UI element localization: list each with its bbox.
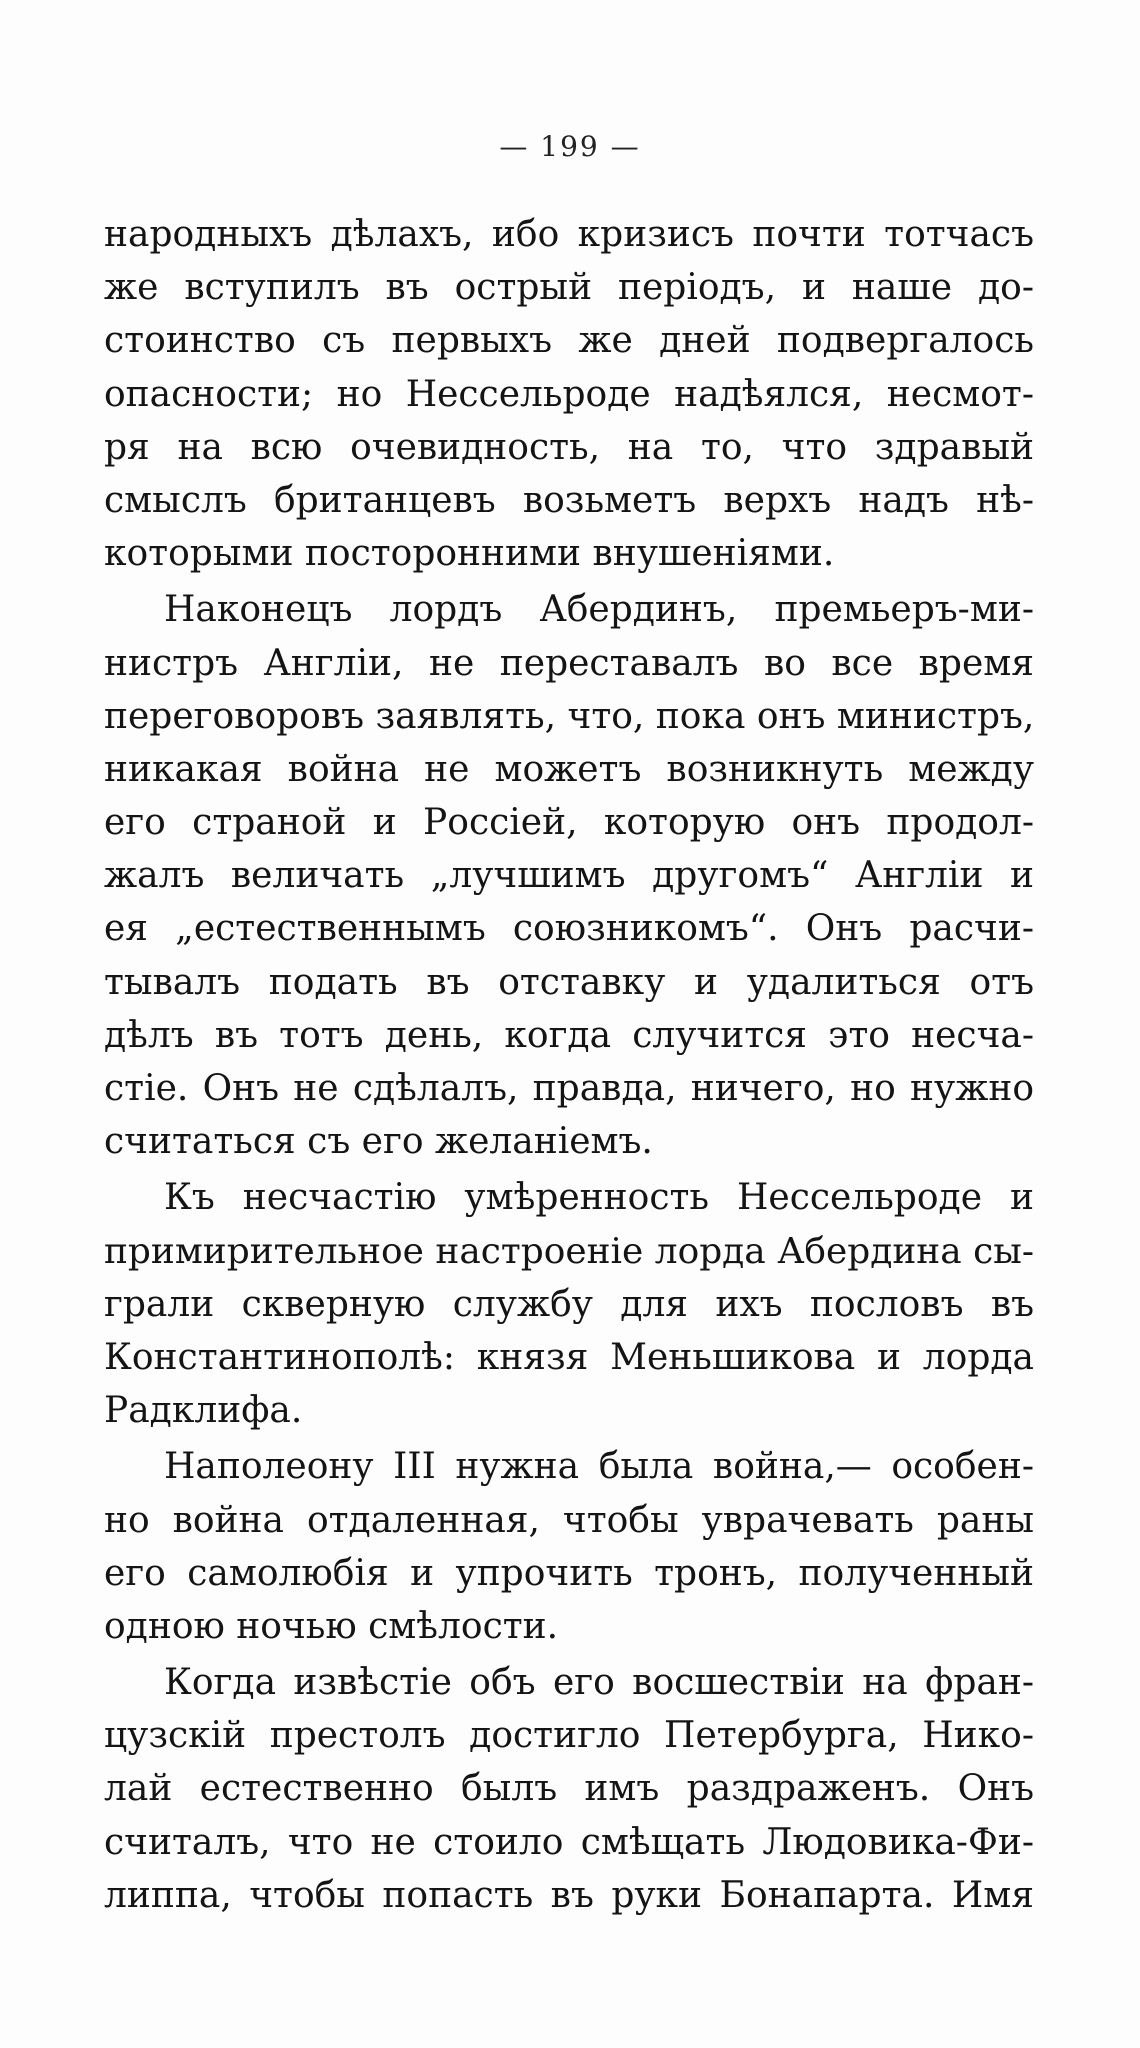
paragraph-4 bbox=[104, 1440, 1034, 1653]
text-line: липпа, чтобы попасть въ руки Бонапарта. Имя bbox=[104, 1874, 1034, 1916]
text-line: его самолюбія и упрочить тронъ, полученный bbox=[104, 1552, 1034, 1594]
text-line: ря на всю очевидность, на то, что здравый bbox=[104, 426, 1034, 468]
text-line: жалъ величать „лучшимъ другомъ“ Англіи и bbox=[104, 855, 1034, 897]
text-line: смыслъ британцевъ возьметъ верхъ надъ нѣ- bbox=[104, 479, 1034, 521]
text-line: Наконецъ лордъ Абердинъ, премьеръ-ми- bbox=[164, 589, 1034, 631]
text-line: Радклифа. bbox=[104, 1390, 303, 1432]
text-line: никакая война не можетъ возникнуть между bbox=[104, 748, 1034, 790]
text-line: одною ночью смѣлости. bbox=[104, 1605, 559, 1647]
text-line: но война отдаленная, чтобы уврачевать раны bbox=[104, 1499, 1034, 1541]
text-line: тывалъ подать въ отставку и удалиться отъ bbox=[104, 961, 1034, 1003]
text-line: стіе. Онъ не сдѣлалъ, правда, ничего, но нужно bbox=[104, 1068, 1034, 1109]
text-line: дѣлъ въ тотъ день, когда случится это несча- bbox=[104, 1014, 1034, 1056]
text-line: переговоровъ заявлять, что, пока онъ министръ, bbox=[104, 695, 1035, 737]
paragraph-3 bbox=[104, 1171, 1034, 1437]
page-number: — 199 — bbox=[499, 130, 641, 163]
text-line: ея „естественнымъ союзникомъ“. Онъ расчи- bbox=[104, 908, 1034, 950]
text-line: грали скверную службу для ихъ пословъ въ bbox=[104, 1283, 1034, 1325]
text-line: цузскій престолъ достигло Петербурга, Нико- bbox=[104, 1715, 1034, 1757]
text-line: считаться съ его желаніемъ. bbox=[104, 1121, 653, 1163]
text-line: же вступилъ въ острый періодъ, и наше до- bbox=[104, 267, 1034, 309]
text-line: лай естественно былъ имъ раздраженъ. Онъ bbox=[104, 1768, 1034, 1810]
paragraph-2 bbox=[104, 583, 1034, 1168]
text-line: опасности; но Нессельроде надѣялся, несмот- bbox=[104, 373, 1034, 415]
text-line: примирительное настроеніе лорда Абердина сы- bbox=[104, 1230, 1034, 1272]
text-line: Наполеону III нужна была война,— особен- bbox=[164, 1446, 1034, 1488]
paragraph-5 bbox=[104, 1656, 1034, 1922]
text-line: народныхъ дѣлахъ, ибо кризисъ почти тотчасъ bbox=[104, 214, 1034, 255]
text-line: его страной и Россіей, которую онъ продол- bbox=[104, 802, 1034, 844]
text-line: Когда извѣстіе объ его восшествіи на фран- bbox=[164, 1662, 1034, 1704]
text-line: нистръ Англіи, не переставалъ во все время bbox=[104, 642, 1034, 684]
text-line: Къ несчастію умѣренность Нессельроде и bbox=[164, 1177, 1034, 1219]
text-line: считалъ, что не стоило смѣщать Людовика-Фи- bbox=[104, 1821, 1034, 1863]
text-line: Константинополѣ: князя Меньшикова и лорда bbox=[104, 1336, 1034, 1378]
paragraph-1 bbox=[104, 208, 1034, 580]
text-line: стоинство съ первыхъ же дней подвергалось bbox=[104, 320, 1034, 362]
body-text bbox=[104, 208, 1034, 1925]
text-line: которыми посторонними внушеніями. bbox=[104, 533, 835, 575]
